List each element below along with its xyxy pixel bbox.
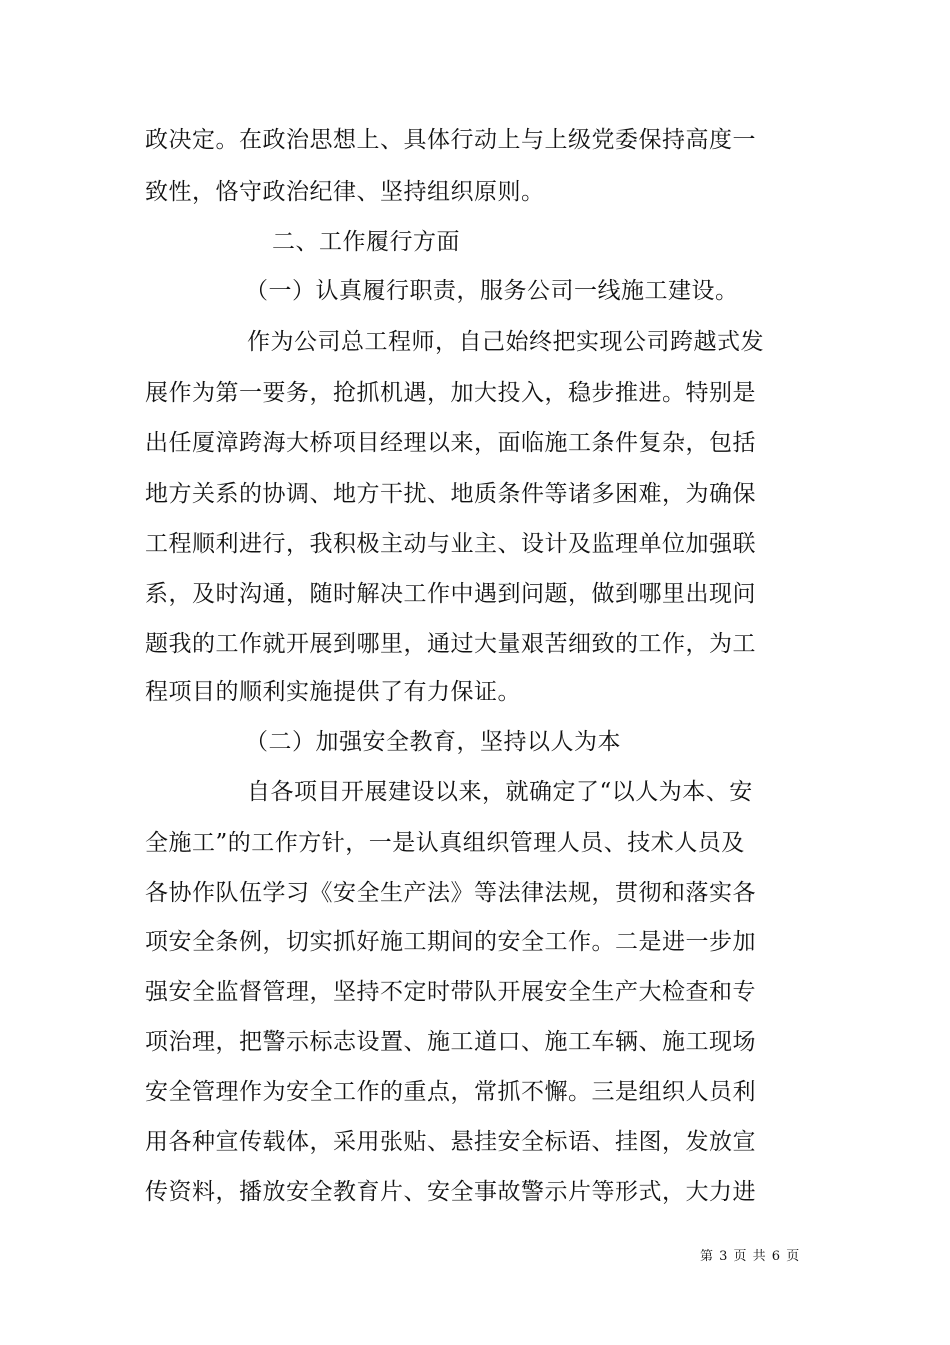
body-text-line: 系，及时沟通，随时解决工作中遇到问题，做到哪里出现问 <box>145 581 756 607</box>
body-text-line: 传资料，播放安全教育片、安全事故警示片等形式，大力进 <box>145 1179 756 1205</box>
body-text-line: 自各项目开展建设以来，就确定了“以人为本、安 <box>247 779 753 805</box>
page-number-footer: 第 3 页 共 6 页 <box>700 1249 801 1264</box>
body-text-line: 各协作队伍学习《安全生产法》等法律法规，贯彻和落实各 <box>145 880 756 906</box>
subsection-heading: （二）加强安全教育，坚持以人为本 <box>245 729 621 755</box>
body-text-line: 作为公司总工程师，自己始终把实现公司跨越式发 <box>247 329 764 355</box>
body-text-line: 出任厦漳跨海大桥项目经理以来，面临施工条件复杂，包括 <box>145 430 756 456</box>
body-text-line: 用各种宣传载体，采用张贴、悬挂安全标语、挂图，发放宣 <box>145 1129 756 1155</box>
body-text-line: 政决定。在政治思想上、具体行动上与上级党委保持高度一 <box>145 127 756 153</box>
body-text-line: 工程顺利进行，我积极主动与业主、设计及监理单位加强联 <box>145 531 756 557</box>
body-text-line: 展作为第一要务，抢抓机遇，加大投入，稳步推进。特别是 <box>145 380 756 406</box>
body-text-line: 致性，恪守政治纪律、坚持组织原则。 <box>145 179 545 205</box>
body-text-line: 项安全条例，切实抓好施工期间的安全工作。二是进一步加 <box>145 929 756 955</box>
body-text-line: 强安全监督管理，坚持不定时带队开展安全生产大检查和专 <box>145 979 756 1005</box>
body-text-line: 全施工”的工作方针，一是认真组织管理人员、技术人员及 <box>145 830 745 856</box>
body-text-line: 题我的工作就开展到哪里，通过大量艰苦细致的工作，为工 <box>145 631 756 657</box>
subsection-heading: （一）认真履行职责，服务公司一线施工建设。 <box>245 278 739 304</box>
body-text-line: 项治理，把警示标志设置、施工道口、施工车辆、施工现场 <box>145 1029 756 1055</box>
body-text-line: 地方关系的协调、地方干扰、地质条件等诸多困难，为确保 <box>145 481 756 507</box>
body-text-line: 安全管理作为安全工作的重点，常抓不懈。三是组织人员利 <box>145 1079 756 1105</box>
section-heading: 二、工作履行方面 <box>272 229 460 255</box>
body-text-line: 程项目的顺利实施提供了有力保证。 <box>145 679 521 705</box>
